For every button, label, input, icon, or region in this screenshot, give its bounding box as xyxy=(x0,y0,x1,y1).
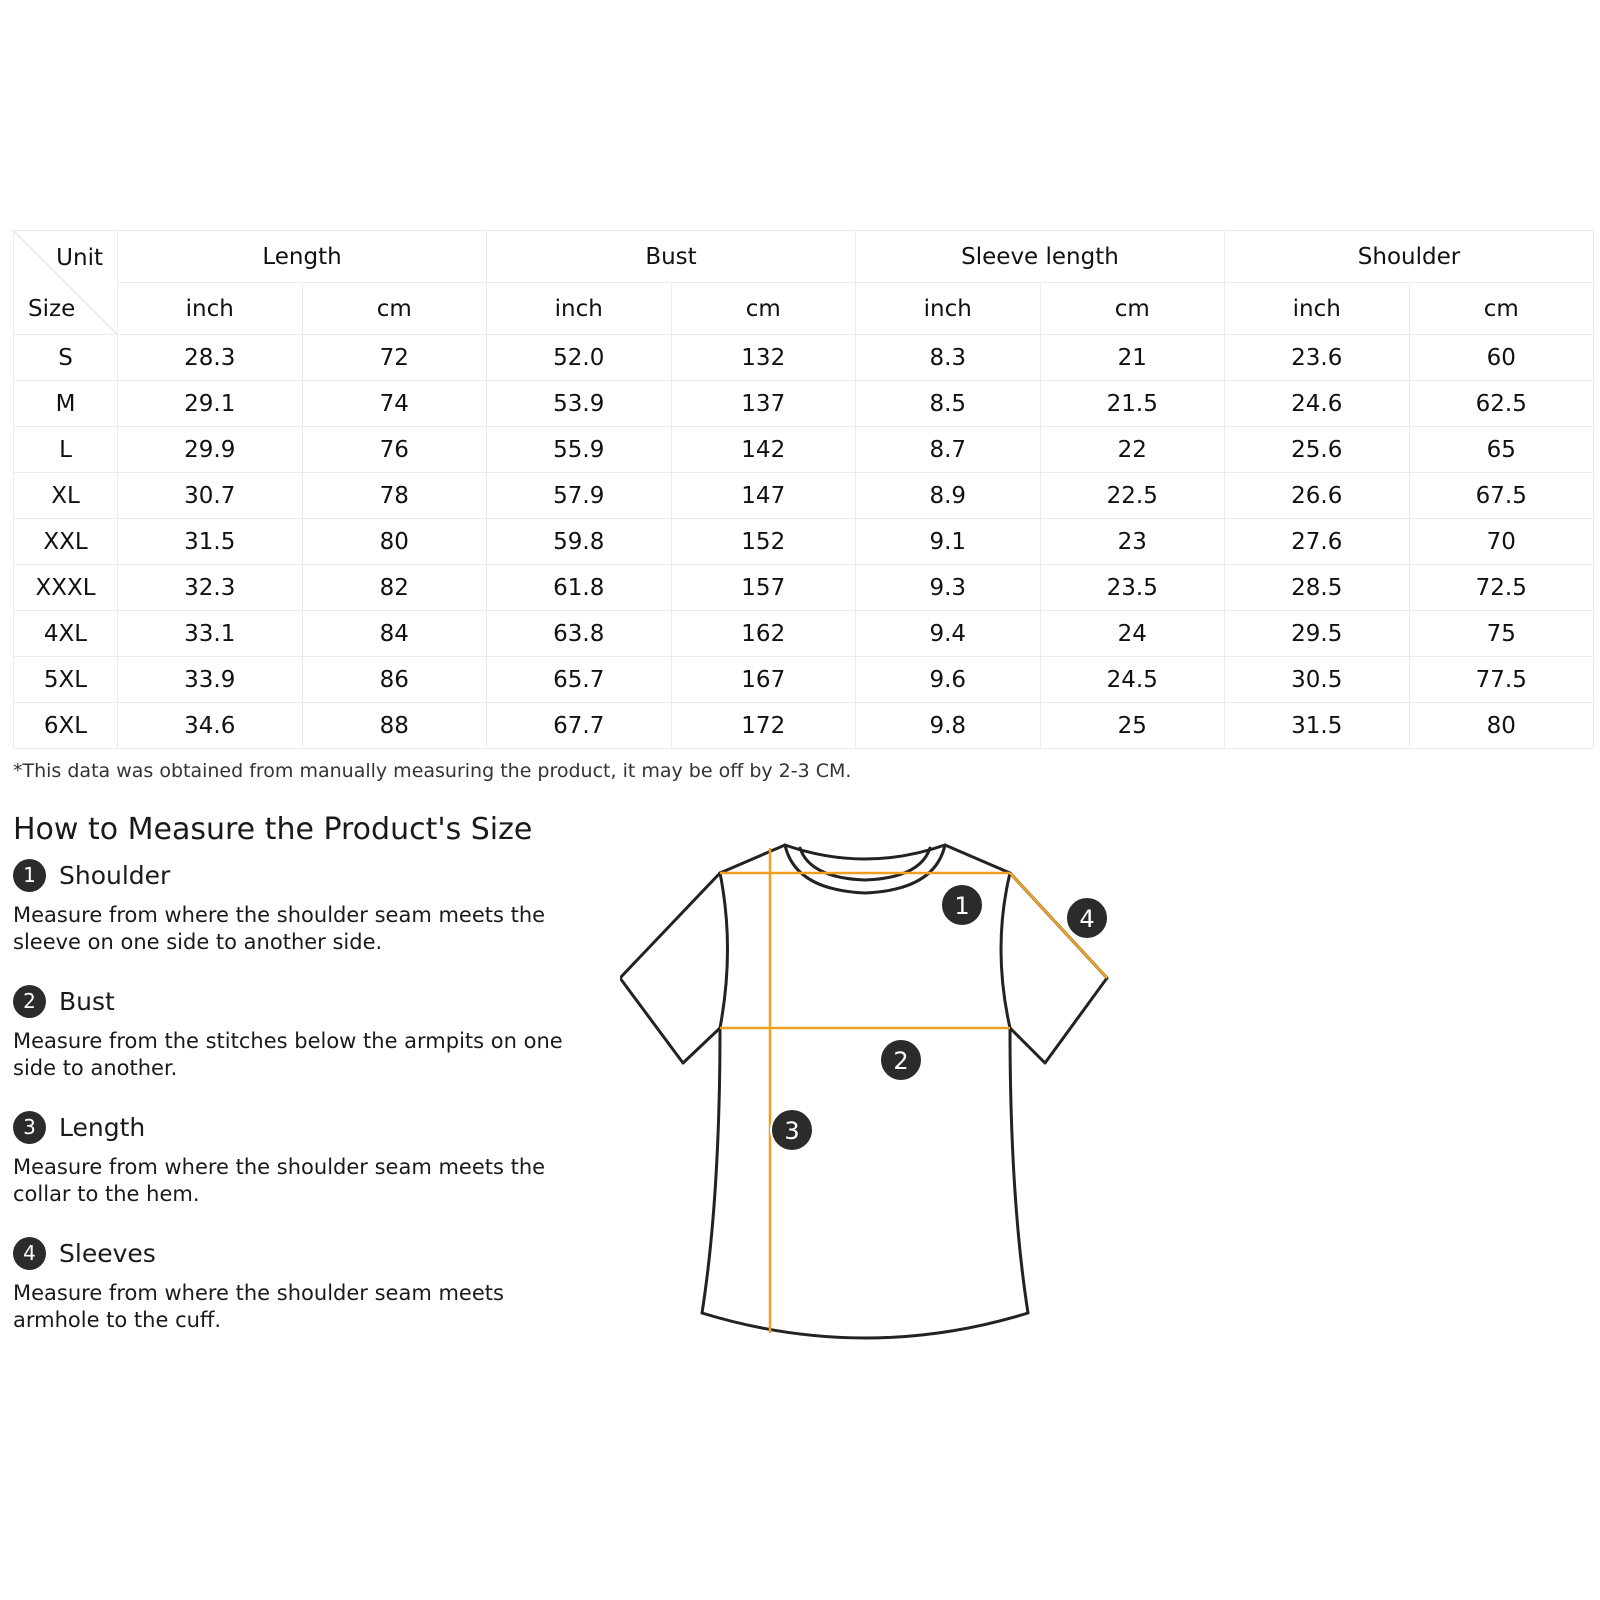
value-cell: 8.9 xyxy=(856,473,1041,519)
value-cell: 70 xyxy=(1409,519,1594,565)
value-cell: 86 xyxy=(302,657,487,703)
size-cell: S xyxy=(14,335,118,381)
value-cell: 77.5 xyxy=(1409,657,1594,703)
value-cell: 172 xyxy=(671,703,856,749)
measurement-note: *This data was obtained from manually measuring the product, it may be off by 2-3 CM. xyxy=(13,760,852,782)
value-cell: 30.5 xyxy=(1225,657,1410,703)
howto-title: How to Measure the Product's Size xyxy=(13,812,533,847)
value-cell: 23.6 xyxy=(1225,335,1410,381)
value-cell: 8.7 xyxy=(856,427,1041,473)
size-cell: 4XL xyxy=(14,611,118,657)
marker-label: 1 xyxy=(954,892,970,920)
value-cell: 65 xyxy=(1409,427,1594,473)
unit-header: cm xyxy=(1409,283,1594,335)
value-cell: 167 xyxy=(671,657,856,703)
table-row xyxy=(14,335,1594,381)
size-cell: 5XL xyxy=(14,657,118,703)
marker-3 xyxy=(771,1109,813,1151)
value-cell: 55.9 xyxy=(487,427,672,473)
size-cell: M xyxy=(14,381,118,427)
value-cell: 63.8 xyxy=(487,611,672,657)
value-cell: 33.1 xyxy=(118,611,303,657)
table-row xyxy=(14,657,1594,703)
value-cell: 75 xyxy=(1409,611,1594,657)
value-cell: 34.6 xyxy=(118,703,303,749)
value-cell: 78 xyxy=(302,473,487,519)
value-cell: 29.9 xyxy=(118,427,303,473)
step-number-badge: 4 xyxy=(13,1237,46,1270)
marker-2 xyxy=(880,1039,922,1081)
value-cell: 74 xyxy=(302,381,487,427)
marker-label: 4 xyxy=(1079,905,1095,933)
step-bust xyxy=(13,984,573,1082)
value-cell: 32.3 xyxy=(118,565,303,611)
marker-4 xyxy=(1066,897,1108,939)
value-cell: 22.5 xyxy=(1040,473,1225,519)
size-table-body xyxy=(14,335,1594,749)
size-cell: XXL xyxy=(14,519,118,565)
step-sleeves xyxy=(13,1236,573,1334)
table-row xyxy=(14,703,1594,749)
value-cell: 59.8 xyxy=(487,519,672,565)
measurement-lines xyxy=(720,848,1107,1333)
value-cell: 132 xyxy=(671,335,856,381)
value-cell: 29.1 xyxy=(118,381,303,427)
value-cell: 157 xyxy=(671,565,856,611)
step-description: Measure from the stitches below the armpits on one side to another. xyxy=(13,1029,563,1080)
value-cell: 31.5 xyxy=(118,519,303,565)
tshirt-outline-icon xyxy=(620,845,1107,1338)
value-cell: 9.1 xyxy=(856,519,1041,565)
size-cell: 6XL xyxy=(14,703,118,749)
value-cell: 23.5 xyxy=(1040,565,1225,611)
value-cell: 60 xyxy=(1409,335,1594,381)
size-cell: XXXL xyxy=(14,565,118,611)
step-title: Sleeves xyxy=(59,1238,156,1268)
value-cell: 57.9 xyxy=(487,473,672,519)
value-cell: 9.4 xyxy=(856,611,1041,657)
table-row xyxy=(14,473,1594,519)
value-cell: 22 xyxy=(1040,427,1225,473)
value-cell: 8.5 xyxy=(856,381,1041,427)
table-row xyxy=(14,381,1594,427)
table-row xyxy=(14,519,1594,565)
value-cell: 21.5 xyxy=(1040,381,1225,427)
value-cell: 65.7 xyxy=(487,657,672,703)
value-cell: 72.5 xyxy=(1409,565,1594,611)
step-description: Measure from where the shoulder seam meets the collar to the hem. xyxy=(13,1155,546,1206)
value-cell: 88 xyxy=(302,703,487,749)
value-cell: 26.6 xyxy=(1225,473,1410,519)
table-row xyxy=(14,565,1594,611)
step-description: Measure from where the shoulder seam meets the sleeve on one side to another side. xyxy=(13,903,546,954)
value-cell: 29.5 xyxy=(1225,611,1410,657)
value-cell: 80 xyxy=(302,519,487,565)
marker-label: 3 xyxy=(784,1117,800,1145)
tshirt-measurement-diagram xyxy=(620,818,1140,1358)
value-cell: 24.5 xyxy=(1040,657,1225,703)
value-cell: 9.6 xyxy=(856,657,1041,703)
unit-header: cm xyxy=(1040,283,1225,335)
unit-header: inch xyxy=(856,283,1041,335)
table-row xyxy=(14,427,1594,473)
value-cell: 137 xyxy=(671,381,856,427)
size-chart-table xyxy=(13,230,1594,749)
value-cell: 30.7 xyxy=(118,473,303,519)
value-cell: 9.8 xyxy=(856,703,1041,749)
value-cell: 61.8 xyxy=(487,565,672,611)
value-cell: 8.3 xyxy=(856,335,1041,381)
value-cell: 76 xyxy=(302,427,487,473)
step-title: Bust xyxy=(59,986,115,1016)
size-cell: L xyxy=(14,427,118,473)
value-cell: 67.7 xyxy=(487,703,672,749)
value-cell: 162 xyxy=(671,611,856,657)
step-shoulder xyxy=(13,858,573,956)
value-cell: 31.5 xyxy=(1225,703,1410,749)
value-cell: 28.3 xyxy=(118,335,303,381)
value-cell: 25 xyxy=(1040,703,1225,749)
value-cell: 147 xyxy=(671,473,856,519)
value-cell: 21 xyxy=(1040,335,1225,381)
value-cell: 52.0 xyxy=(487,335,672,381)
value-cell: 53.9 xyxy=(487,381,672,427)
size-cell: XL xyxy=(14,473,118,519)
unit-label: Unit xyxy=(56,245,103,271)
step-length xyxy=(13,1110,573,1208)
value-cell: 24 xyxy=(1040,611,1225,657)
header-sleeve-length: Sleeve length xyxy=(856,231,1225,283)
step-title: Length xyxy=(59,1112,146,1142)
header-length: Length xyxy=(118,231,487,283)
value-cell: 28.5 xyxy=(1225,565,1410,611)
unit-header: cm xyxy=(302,283,487,335)
header-bust: Bust xyxy=(487,231,856,283)
value-cell: 82 xyxy=(302,565,487,611)
unit-size-corner-cell xyxy=(14,231,118,335)
step-number-badge: 2 xyxy=(13,985,46,1018)
value-cell: 67.5 xyxy=(1409,473,1594,519)
header-shoulder: Shoulder xyxy=(1225,231,1594,283)
unit-header: inch xyxy=(118,283,303,335)
value-cell: 24.6 xyxy=(1225,381,1410,427)
marker-label: 2 xyxy=(893,1047,909,1075)
step-number-badge: 3 xyxy=(13,1111,46,1144)
step-description: Measure from where the shoulder seam meets armhole to the cuff. xyxy=(13,1281,504,1332)
value-cell: 23 xyxy=(1040,519,1225,565)
table-row xyxy=(14,611,1594,657)
value-cell: 72 xyxy=(302,335,487,381)
value-cell: 27.6 xyxy=(1225,519,1410,565)
value-cell: 152 xyxy=(671,519,856,565)
value-cell: 80 xyxy=(1409,703,1594,749)
unit-header: cm xyxy=(671,283,856,335)
step-title: Shoulder xyxy=(59,860,171,890)
unit-header: inch xyxy=(487,283,672,335)
marker-1 xyxy=(941,884,983,926)
value-cell: 84 xyxy=(302,611,487,657)
size-label: Size xyxy=(28,296,76,322)
unit-header: inch xyxy=(1225,283,1410,335)
value-cell: 142 xyxy=(671,427,856,473)
value-cell: 33.9 xyxy=(118,657,303,703)
value-cell: 25.6 xyxy=(1225,427,1410,473)
value-cell: 62.5 xyxy=(1409,381,1594,427)
step-number-badge: 1 xyxy=(13,859,46,892)
value-cell: 9.3 xyxy=(856,565,1041,611)
